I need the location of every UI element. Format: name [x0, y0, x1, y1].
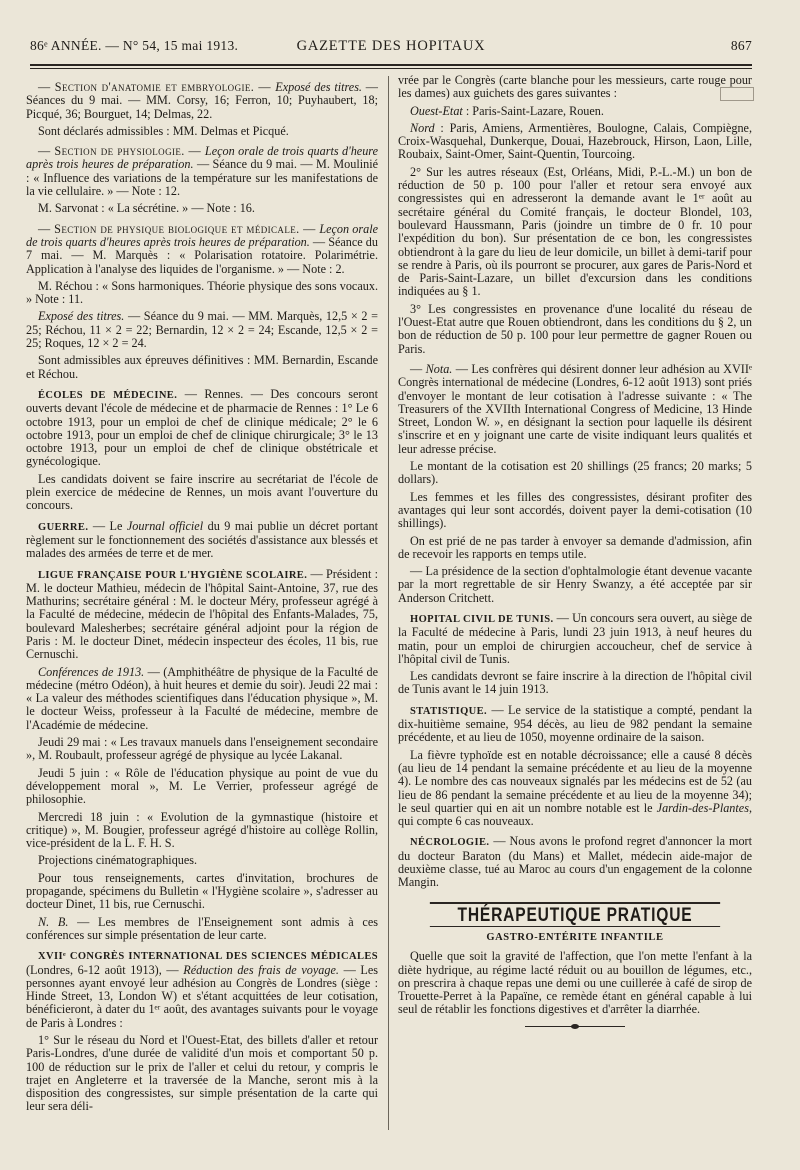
paragraph	[398, 704, 752, 745]
paragraph	[26, 473, 378, 513]
paragraph-lead: ÉCOLES DE MÉDECINE.	[38, 389, 178, 401]
paragraph-lead: HOPITAL CIVIL DE TUNIS.	[410, 613, 554, 625]
paragraph-italic: Nord	[410, 120, 435, 135]
paragraph-lead: — Section de physique biologique et médicale. —	[38, 221, 320, 236]
paragraph-italic: Jardin-des-Plantes	[656, 800, 749, 815]
paragraph-body: Pour tous renseignements, cartes d'invitation, brochures de propagande, spécimens du Bulletin « l'Hygiène scolaire », s'adresser au docteur Dinet, 11 bis, rue Cernuschi.	[26, 870, 378, 912]
paragraph-lead: —	[410, 361, 426, 376]
paragraph-body: 1° Sur le réseau du Nord et l'Ouest-Etat, des billets d'aller et retour Paris-Londres, d'une durée de validité d'un mois et comportant 50 p. 100 de réduction sur le prix de l'aller et celui du retour, y compris le trajet en Angleterre et la traversée de la Manche, seront mis à la disposition des congressistes, sur simple présentation de la carte qui leur sera déli-	[26, 1033, 378, 1114]
paragraph-body2: du 9 mai publie un décret portant règlement sur le fonctionnement des sociétés d'assistance aux blessés et malades des armées de terre et de mer.	[26, 518, 378, 561]
paragraph-body: Sont déclarés admissibles : MM. Delmas et Picqué.	[38, 123, 289, 138]
paragraph-body: — Séance du 7 mai. — M. Marquès : « Polarisation rotatoire. Polarimétrie. Application à l'analyse des liquides de l'organisme. » — Note : 2.	[26, 234, 378, 276]
paragraph-body: (Londres, 6-12 août 1913), —	[26, 962, 184, 977]
paragraph-body: — Le service de la statistique a compté, pendant la dix-huitième semaine, 954 décès, au lieu de 982 pendant la semaine précédente, et au lieu de 1050, moyenne ordinaire de la saison.	[398, 702, 752, 745]
paragraph-body: — Le	[88, 518, 127, 533]
page-number: 867	[730, 38, 752, 53]
ornament-divider-icon	[525, 1023, 625, 1029]
paragraph	[26, 666, 378, 732]
paragraph	[26, 280, 378, 307]
paragraph	[26, 736, 378, 763]
paragraph-body2: — Les personnes ayant envoyé leur adhésion au Congrès de Londres (siège : Hinde Street, 13, London W) et s'étant acquittées de leur cotisation, bénéficieront, à dater du 1ᵉʳ août, des avantages suivants pour le voyage de Paris à Londres :	[26, 962, 378, 1030]
paragraph	[26, 949, 378, 1030]
paragraph-body: — Séances du 9 mai. — MM. Corsy, 16; Ferron, 10; Puyhaubert, 18; Picqué, 36; Bourguet, 14; Delmas, 22.	[26, 80, 378, 121]
paragraph	[398, 460, 752, 487]
paragraph-body: La fièvre typhoïde est en notable décroissance; elle a causé 8 décès (au lieu de 14 pendant la semaine précédente et au lieu de la moyenne 4). Le nombre des cas nouveaux signalés par les médecins est de 52 (au lieu de 86 pendant la semaine précédente et au lieu de la moyenne 34); le seul quartier qui en ait un nombre notable est le	[398, 747, 752, 815]
header-rule-thin	[30, 68, 752, 69]
paragraph	[26, 354, 378, 381]
paragraph-italic: Journal officiel	[126, 518, 204, 533]
journal-title: GAZETTE DES HOPITAUX	[296, 38, 486, 54]
therapeutique-text: Quelle que soit la gravité de l'affection, que l'on mette l'enfant à la diète hydrique, au régime lacté réduit ou au bouillon de légumes, etc., on prescrira à chaque repas une demi ou une cuillerée à café de sirop de Trouette-Perret à la Papaïne, ce remède étant en général capable à lui seul de rétablir les fonctions digestives et d'arrêter la diarrhée.	[398, 949, 752, 1017]
therapeutique-subheading: GASTRO-ENTÉRITE INFANTILE	[486, 931, 664, 943]
paragraph	[398, 612, 752, 666]
paragraph	[26, 854, 378, 867]
paragraph	[26, 125, 378, 138]
paragraph-body: vrée par le Congrès (carte blanche pour les messieurs, carte rouge pour les dames) aux guichets des gares suivantes :	[398, 73, 752, 101]
paragraph-body: — Les confrères qui désirent donner leur adhésion au XVIIᵉ Congrès international de médecine (Londres, 6-12 août 1913) sont priés d'envoyer le montant de leur cotisation à l'adresse suivante : « The Treasurers of the XVIIth International Congress of Medicine, 13 Hinde Street, London W. », en désignant la section pour laquelle ils désirent s'inscrire et en y joignant une carte de visite indiquant leurs qualités et leur adresse précise.	[398, 361, 753, 456]
right-column-news	[398, 74, 752, 890]
paragraph	[26, 81, 378, 121]
paragraph	[26, 223, 378, 276]
paragraph-lead: XVIIᵉ CONGRÈS INTERNATIONAL DES SCIENCES MÉDICALES	[38, 951, 378, 963]
paragraph	[26, 568, 378, 662]
header-rule-thick	[30, 64, 752, 66]
paragraph-lead: — Section de physiologie. —	[38, 144, 205, 159]
paragraph	[398, 835, 752, 889]
paragraph-body: 2° Sur les autres réseaux (Est, Orléans, Midi, P.-L.-M.) un bon de réduction de 50 p. 100 pour l'aller et retour sera envoyé aux congressistes qui en adresseront la demande avant le 1ᵉʳ août au secrétaire général du Comité français, le docteur Blondel, 103, boulevard Haussmann, Paris (joindre un timbre de 0 fr. 10 pour l'expédition du bon). Sur présentation de ce bon, les congressistes obtiendront à la gare du lieu de leur domicile, un billet à demi-tarif pour se rendre à Paris, où ils pourront se procurer, aux gares de Paris-Nord et de Paris-Saint-Lazare, un billet d'excursion dans les conditions indiquées au § 1.	[398, 164, 752, 299]
paragraph	[26, 767, 378, 807]
paragraph-lead: NÉCROLOGIE.	[410, 837, 490, 849]
paragraph	[398, 303, 752, 356]
paragraph-body: : Paris, Amiens, Armentières, Boulogne, Calais, Compiègne, Croix-Wasquehal, Dunkerque, Douai, Hazebrouck, Hirson, Laon, Lille, Roubaix, Saint-Omer, Saint-Quentin, Tourcoing.	[398, 120, 752, 162]
paragraph-body: — Nous avons le profond regret d'annoncer la mort du docteur Baraton (du Mans) et Mallet, médecin aide-major de deuxième classe, tué au Maroc au cours d'un engagement de la colonne Mangin.	[398, 834, 752, 890]
paragraph-italic: Exposé des titres.	[275, 80, 362, 94]
paragraph	[398, 670, 752, 697]
paragraph-body: 3° Les congressistes en provenance d'une localité du réseau de l'Ouest-Etat autre que Rouen obtiendront, dans les conditions du § 2, un bon de réduction de 50 p. 100 pour leur permettre de gagner Rouen ou Paris.	[398, 301, 752, 356]
paragraph	[398, 122, 752, 162]
paragraph-body: Les femmes et les filles des congressistes, désirant profiter des avantages qui leur sont accordés, doivent payer la demi-cotisation (10 shillings).	[398, 489, 752, 531]
paragraph-body: — Séance du 9 mai. — M. Moulinié : « Influence des variations de la température sur les manifestations de la vie cellulaire. » — Note : 12.	[26, 157, 378, 199]
paragraph-italic: Nota.	[425, 361, 453, 376]
left-column	[26, 74, 378, 1118]
paragraph-body: On est prié de ne pas tarder à envoyer sa demande d'admission, afin de recevoir les rapports en temps utile.	[398, 533, 752, 561]
paragraph-body: Jeudi 5 juin : « Rôle de l'éducation physique au point de vue du développement moral », M. Le Verrier, professeur agrégé de philosophie.	[26, 765, 378, 807]
paragraph-italic: Réduction des frais de voyage.	[183, 962, 339, 977]
paragraph	[26, 1034, 378, 1114]
paragraph-body: Sont admissibles aux épreuves définitives : MM. Bernardin, Escande et Réchou.	[26, 353, 378, 381]
paragraph	[398, 105, 752, 118]
paragraph-body: M. Réchou : « Sons harmoniques. Théorie physique des sons vocaux. » Note : 11.	[26, 278, 378, 307]
paragraph-lead: LIGUE FRANÇAISE POUR L'HYGIÈNE SCOLAIRE.	[38, 569, 308, 581]
paragraph-body: — (Amphithéâtre de physique de la Faculté de médecine (métro Odéon), à huit heures et demie du soir). Jeudi 22 mai : « La valeur des méthodes scientifiques dans l'éducation physique », M. le docteur Weiss, professeur à la Faculté de médecine, membre de l'Académie de médecine.	[26, 664, 378, 732]
paragraph	[398, 535, 752, 562]
paragraph	[26, 145, 378, 198]
paragraph-body: — Séance du 9 mai. — MM. Marquès, 12,5 × 2 = 25; Réchou, 11 × 2 = 22; Bernardin, 12 × 2 = 24; Escande, 12,5 × 2 = 25; Roques, 12 × 2 = 24.	[26, 309, 378, 351]
paragraph	[26, 310, 378, 350]
right-column	[398, 74, 752, 1029]
paragraph	[398, 565, 752, 605]
paragraph-body: — La présidence de la section d'ophtalmologie étant devenue vacante par la mort regrettable de sir Henry Swanzy, a été acceptée par sir Anderson Critchett.	[398, 564, 752, 605]
paragraph	[398, 749, 752, 829]
paragraph	[26, 916, 378, 943]
paragraph-body: Le montant de la cotisation est 20 shillings (25 francs; 20 marks; 5 dollars).	[398, 459, 752, 487]
paragraph-body: M. Sarvonat : « La sécrétine. » — Note : 16.	[38, 201, 255, 216]
paragraph-italic: N. B.	[38, 914, 69, 929]
paragraph	[26, 872, 378, 912]
paragraph	[26, 811, 378, 851]
paragraph-body: Les candidats doivent se faire inscrire au secrétariat de l'école de plein exercice de médecine de Rennes, un mois avant l'ouverture du concours.	[26, 471, 378, 513]
paragraph-body2: , qui compte 6 cas nouveaux.	[398, 800, 752, 829]
paragraph-italic: Exposé des titres.	[38, 309, 125, 324]
paragraph	[26, 388, 378, 469]
paragraph-body: — Les membres de l'Enseignement sont admis à ces conférences sur simple présentation de leur carte.	[26, 914, 378, 942]
paragraph	[398, 74, 752, 101]
column-divider	[388, 76, 389, 1130]
paragraph-body: — Rennes. — Des concours seront ouverts devant l'école de médecine et de pharmacie de Rennes : 1° Le 6 octobre 1913, pour un emploi de chef de clinique médicale; 2° le 6 octobre 1913, pour un emploi de chef de clinique chirurgicale; 3° le 13 octobre 1913, pour un emploi de chef de clinique obstétricale et gynécologique.	[26, 386, 378, 469]
paragraph-lead: — Section d'anatomie et embryologie. —	[38, 80, 276, 94]
paragraph-body: Projections cinématographiques.	[38, 853, 198, 868]
paragraph-italic: Leçon orale de trois quarts d'heures après trois heures de préparation.	[26, 221, 379, 249]
paragraph-body: — Président : M. le docteur Mathieu, médecin de l'hôpital Saint-Antoine, 37, rue des Mathurins; secrétaire général : M. le docteur Méry, professeur agrégé à la Faculté de médecine, médecin de l'hôpital des Enfants-Malades, 75, boulevard Malesherbes; secrétaire général adjoint pour la région de Paris : M. le docteur Dinet, médecin inspecteur des écoles, 11 bis, rue Cernuschi.	[26, 566, 378, 662]
therapeutique-heading: THÉRAPEUTIQUE PRATIQUE	[430, 902, 720, 927]
paragraph	[398, 166, 752, 299]
paragraph-body: — Un concours sera ouvert, au siège de la Faculté de médecine à Paris, lundi 23 juin 1913, à neuf heures du matin, pour un emploi de chirurgien accoucheur, chef de service à l'hôpital civil de Tunis.	[398, 610, 752, 666]
paragraph	[398, 363, 752, 456]
issue-info: 86ᵉ ANNÉE. — N° 54, 15 mai 1913.	[30, 38, 239, 53]
paragraph	[26, 202, 378, 215]
paragraph-lead: GUERRE.	[38, 521, 89, 533]
paragraph-body: : Paris-Saint-Lazare, Rouen.	[462, 103, 604, 118]
paragraph-body: Les candidats devront se faire inscrire à la direction de l'hôpital civil de Tunis avant le 14 juin 1913.	[398, 669, 752, 697]
paragraph	[398, 491, 752, 531]
paragraph-lead: STATISTIQUE.	[410, 705, 488, 717]
paragraph-italic: Conférences de 1913.	[38, 664, 145, 679]
paragraph-body: Jeudi 29 mai : « Les travaux manuels dans l'enseignement secondaire », M. Roubault, professeur agrégé de physique au lycée Lakanal.	[26, 735, 378, 763]
paragraph-italic: Ouest-Etat	[410, 103, 463, 118]
paragraph-body: Mercredi 18 juin : « Evolution de la gymnastique (histoire et critique) », M. Bougier, professeur agrégé d'histoire au collège Rollin, vice-président de la L. F. H. S.	[26, 809, 378, 851]
paragraph-italic: Leçon orale de trois quarts d'heure après trois heures de préparation.	[26, 144, 379, 172]
paragraph	[26, 520, 378, 561]
page-header	[30, 38, 752, 60]
